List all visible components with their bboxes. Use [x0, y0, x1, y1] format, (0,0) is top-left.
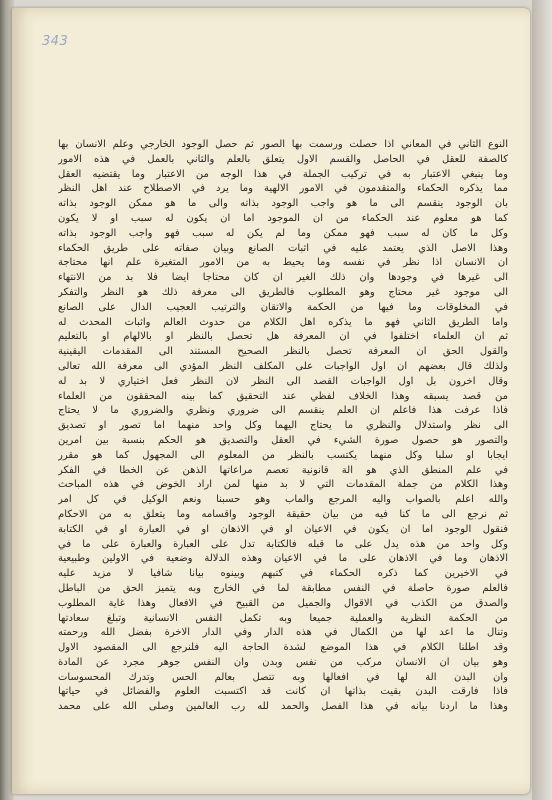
manuscript-line: وما ينبغي الاعتبار به في تركيب الجملة في هذا الوجه من الاعتبار وما يقتضيه العقل [58, 168, 508, 180]
manuscript-line: الى نظر واستدلال والنظري ما يحتاج اليهما وكل واحد منهما اما تصور او تصديق [58, 420, 508, 432]
manuscript-line: ان الانسان اذا نظر في نفسه وما يحيط به من الامور المتغيرة علم انها محتاجة [58, 257, 508, 269]
next-page-edge [532, 0, 552, 800]
manuscript-line: وهو بيان ان الانسان مركب من نفس وبدن وان النفس جوهر مجرد عن المادة [58, 656, 508, 668]
manuscript-line: في علم المنطق الذي هو الة قانونية تعصم مراعاتها الذهن عن الخطا في الفكر [58, 464, 508, 476]
manuscript-line: ايجابا او سلبا وكل منهما يكتسب بالنظر من المعلوم الى المجهول كما هو مقرر [58, 449, 508, 461]
manuscript-line: وكل واحد من هذه يدل على ما قبله فالكتابة تدل على العبارة والعبارة على ما في [58, 538, 508, 550]
manuscript-text-block [58, 138, 508, 713]
manuscript-line: والقول الحق ان المعرفة تحصل بالنظر الصحيح المستند الى المقدمات اليقينية [58, 346, 508, 358]
manuscript-line: كالصفة للعقل في الحاصل والقسم الاول يتعلق بالعلم والثاني بالعمل في هذه الامور [58, 153, 508, 165]
manuscript-line: النوع الثاني في المعاني اذا حصلت ورسمت بها الصور ثم حصل الوجود الخارجي وعلم الانسان بها [58, 139, 508, 150]
manuscript-line: ولذلك قال بعضهم ان اول الواجبات على المكلف النظر المؤدي الى معرفة الله تعالى [58, 360, 508, 372]
manuscript-line: ثم ان العلماء اختلفوا في ان المعرفة هل تحصل بالنظر او بالالهام او بالتعليم [58, 331, 508, 343]
manuscript-page [12, 8, 530, 794]
manuscript-line: من الحكمة النظرية والعملية جميعا وبه تكمل النفس الانسانية وتبلغ سعادتها [58, 612, 508, 624]
manuscript-line: وقد اطلنا الكلام في هذا الموضع لشدة الحاجة اليه فلنرجع الى المقصود الاول [58, 642, 508, 654]
manuscript-line: كما هو معلوم عند الحكماء من ان الموجود اما ان يكون له سبب او لا يكون [58, 212, 508, 224]
manuscript-line: في الاخيرين كما ذكره الحكماء في كتبهم وبينوه بيانا شافيا لا مزيد عليه [58, 568, 508, 580]
manuscript-line: الاذهان وما في الاذهان على ما في الاعيان وهذه الدلالة وضعية في الاولين وطبيعية [58, 553, 508, 565]
manuscript-line: فاذا فارقت البدن بقيت بذاتها ان كانت قد اكتسبت العلوم والفضائل في حياتها [58, 686, 508, 698]
manuscript-line: فاذا عرفت هذا فاعلم ان العلم ينقسم الى ضروري ونظري والضروري ما لا يحتاج [58, 405, 508, 417]
manuscript-line: وهذا الكلام من جملة المقدمات التي لا بد منها لمن اراد الخوض في هذه المباحث [58, 479, 508, 491]
manuscript-line: والله اعلم بالصواب واليه المرجع والماب وهو حسبنا ونعم الوكيل في كل امر [58, 494, 508, 506]
manuscript-line: الى موجود غير محتاج وهو المطلوب فالطريق الى معرفة ذلك هو النظر والتفكر [58, 286, 508, 298]
manuscript-line: وهذا الاصل الذي يعتمد عليه في اثبات الصانع وبيان صفاته على طريق الحكماء [58, 242, 508, 254]
manuscript-line: فنقول الوجود اما ان يكون في الاعيان او في الاذهان او في العبارة او في الكتابة [58, 523, 508, 535]
page-number: 343 [42, 34, 69, 49]
manuscript-line: وتنال ما اعد لها من الكمال في هذه الدار وفي الدار الاخرة بفضل الله ورحمته [58, 627, 508, 639]
manuscript-line: واما الطريق الثاني فهو ما يذكره اهل الكلام من حدوث العالم واثبات المحدث له [58, 316, 508, 328]
manuscript-line: وكل ما كان له سبب فهو ممكن وما لم يكن له سبب فهو واجب الوجود بذاته [58, 227, 508, 239]
manuscript-line: ثم نرجع الى ما كنا فيه من بيان حقيقة الوجود واقسامه وما يتعلق به من الاحكام [58, 508, 508, 520]
manuscript-line: الى غيرها في وجودها وان ذلك الغير ان كان محتاجا ايضا فلا بد من الانتهاء [58, 272, 508, 284]
manuscript-line: مما يذكره الحكماء والمتقدمون في الامور الالهية وما يرد في الاصطلاح عند اهل النظر [58, 183, 508, 195]
manuscript-line: وان البدن الة لها في افعالها وبه تتصل بعالم الحس وتدرك المحسوسات [58, 671, 508, 683]
manuscript-line: وهذا ما اردنا بيانه في هذا الفصل والحمد لله رب العالمين وصلى الله على محمد [58, 701, 508, 713]
manuscript-line: والتصور هو حصول صورة الشيء في العقل والتصديق هو الحكم بنسبة بين امرين [58, 434, 508, 446]
manuscript-line: والصدق من الكذب في الاقوال والجميل من القبيح في الافعال وهذا غاية المطلوب [58, 597, 508, 609]
manuscript-line: فالعلم صورة حاصلة في النفس مطابقة لما في الخارج وبه يتميز الحق من الباطل [58, 582, 508, 594]
manuscript-line: وقال اخرون بل اول الواجبات القصد الى النظر لان النظر فعل اختياري لا بد له [58, 375, 508, 387]
manuscript-line: من قصد يسبقه وهذا الخلاف لفظي عند التحقيق كما بينه المحققون من العلماء [58, 390, 508, 402]
manuscript-line: بان الوجود ينقسم الى ما هو واجب الوجود بذاته والى ما هو ممكن الوجود بذاته [58, 198, 508, 210]
manuscript-line: في المخلوقات وما فيها من الحكمة والاتقان والترتيب العجيب الدال على الصانع [58, 301, 508, 313]
